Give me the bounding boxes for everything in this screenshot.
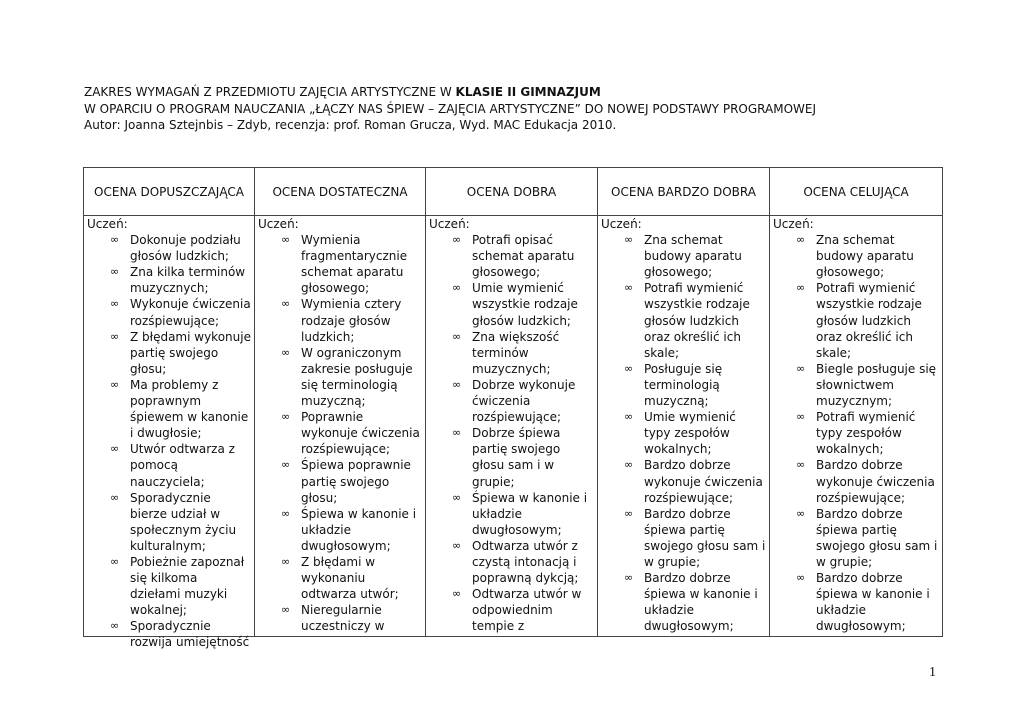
list-item: ∞ Potrafi wymienić wszystkie rodzaje głosów ludzkich oraz określić ich skale; [773,280,939,360]
header-line-1-bold: KLASIE II GIMNAZJUM [455,85,601,99]
grade-cell [598,216,770,637]
list-item: ∞ Bardzo dobrze wykonuje ćwiczenia rozśpiewujące; [601,457,766,505]
grade-requirements-table [83,167,943,650]
list-item: ∞ Zna schemat budowy aparatu głosowego; [601,232,766,280]
list-item: ∞ Śpiewa poprawnie partię swojego głosu; [258,457,422,505]
list-item: ∞ Ma problemy z poprawnym śpiewem w kanonie i dwugłosie; [87,377,251,441]
requirements-list [87,232,251,650]
list-item: ∞ Zna schemat budowy aparatu głosowego; [773,232,939,280]
list-item: ∞ Zna większość terminów muzycznych; [429,329,594,377]
list-item: ∞ Sporadycznie bierze udział w społecznym życiu kulturalnym; [87,490,251,554]
header-line-1-text: ZAKRES WYMAGAŃ Z PRZEDMIOTU ZAJĘCIA ARTYSTYCZNE W [84,85,456,99]
table-body-row [84,216,943,637]
list-item: ∞ Umie wymienić typy zespołów wokalnych; [601,409,766,457]
list-item: ∞ Bardzo dobrze wykonuje ćwiczenia rozśpiewujące; [773,457,939,505]
list-item: ∞ Potrafi wymienić typy zespołów wokalnych; [773,409,939,457]
list-item: ∞ Posługuje się terminologią muzyczną; [601,361,766,409]
list-item: ∞ Odtwarza utwór w odpowiednim tempie z [429,586,594,634]
list-item: ∞ Utwór odtwarza z pomocą nauczyciela; [87,441,251,489]
header-line-2: W OPARCIU O PROGRAM NAUCZANIA „ŁĄCZY NAS ŚPIEW – ZAJĘCIA ARTYSTYCZNE” DO NOWEJ PODSTAWY PROGRAMOWEJ [84,101,816,116]
list-item: ∞ Zna kilka terminów muzycznych; [87,264,251,296]
list-item: ∞ Z błędami wykonuje partię swojego głosu; [87,329,251,377]
column-heading: OCENA DOSTATECZNA [255,168,426,216]
column-heading: OCENA BARDZO DOBRA [598,168,770,216]
list-item: ∞ Pobieżnie zapoznał się kilkoma dziełami muzyki wokalnej; [87,554,251,618]
list-item: ∞ Dokonuje podziału głosów ludzkich; [87,232,251,264]
list-item: ∞ Śpiewa w kanonie i układzie dwugłosowym; [429,490,594,538]
list-item: ∞ Wymienia fragmentarycznie schemat aparatu głosowego; [258,232,422,296]
document-header [84,84,816,134]
column-heading: OCENA DOBRA [426,168,598,216]
list-item: ∞ Potrafi wymienić wszystkie rodzaje głosów ludzkich oraz określić ich skale; [601,280,766,360]
header-line-3: Autor: Joanna Sztejnbis – Zdyb, recenzja: prof. Roman Grucza, Wyd. MAC Edukacja 2010. [84,118,617,132]
list-item: ∞ Dobrze wykonuje ćwiczenia rozśpiewujące; [429,377,594,425]
cell-lead: Uczeń: [87,217,128,231]
list-item: ∞ Potrafi opisać schemat aparatu głosowego; [429,232,594,280]
list-item: ∞ Bardzo dobrze śpiewa partię swojego głosu sam i w grupie; [773,506,939,570]
list-item: ∞ Bardzo dobrze śpiewa w kanonie i układzie dwugłosowym; [773,570,939,634]
list-item: ∞ Wymienia cztery rodzaje głosów ludzkich; [258,296,422,344]
header-line-1 [84,84,816,101]
grade-cell [84,216,255,650]
list-item: ∞ Dobrze śpiewa partię swojego głosu sam i w grupie; [429,425,594,489]
requirements-list [601,232,766,634]
list-item: ∞ Wykonuje ćwiczenia rozśpiewujące; [87,296,251,328]
grade-cell [770,216,943,637]
list-item: ∞ Odtwarza utwór z czystą intonacją i poprawną dykcją; [429,538,594,586]
grade-cell [255,216,426,637]
table-header-row [84,168,943,216]
list-item: ∞ Z błędami w wykonaniu odtwarza utwór; [258,554,422,602]
list-item: ∞ Śpiewa w kanonie i układzie dwugłosowym; [258,506,422,554]
requirements-list [773,232,939,634]
list-item: ∞ Poprawnie wykonuje ćwiczenia rozśpiewujące; [258,409,422,457]
list-item: ∞ Biegle posługuje się słownictwem muzycznym; [773,361,939,409]
column-heading: OCENA CELUJĄCA [770,168,943,216]
list-item: ∞ Bardzo dobrze śpiewa w kanonie i układzie dwugłosowym; [601,570,766,634]
column-heading: OCENA DOPUSZCZAJĄCA [84,168,255,216]
list-item: ∞ W ograniczonym zakresie posługuje się terminologią muzyczną; [258,345,422,409]
cell-lead: Uczeń: [601,217,642,231]
requirements-list [429,232,594,634]
list-item: ∞ Sporadycznie rozwija umiejętność [87,618,251,650]
cell-lead: Uczeń: [773,217,814,231]
cell-lead: Uczeń: [258,217,299,231]
page-number: 1 [929,665,936,680]
cell-lead: Uczeń: [429,217,470,231]
grade-cell [426,216,598,637]
requirements-list [258,232,422,634]
list-item: ∞ Nieregularnie uczestniczy w [258,602,422,634]
list-item: ∞ Umie wymienić wszystkie rodzaje głosów ludzkich; [429,280,594,328]
list-item: ∞ Bardzo dobrze śpiewa partię swojego głosu sam i w grupie; [601,506,766,570]
